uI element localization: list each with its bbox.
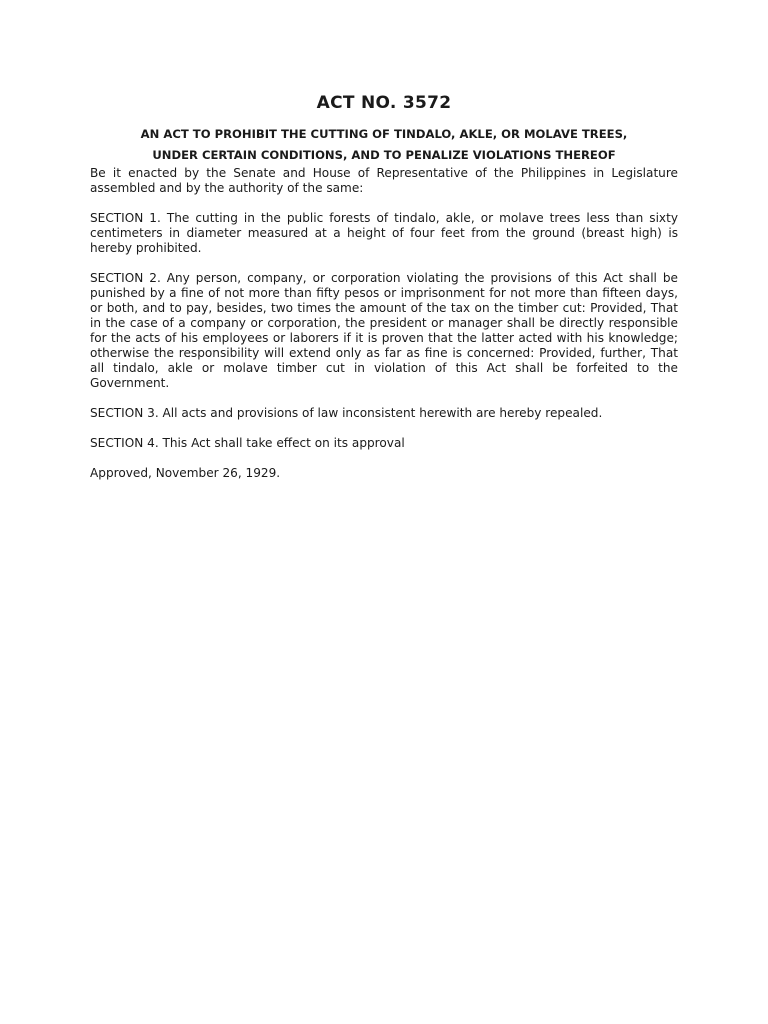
document-page [90,92,678,481]
section-2: SECTION 2. Any person, company, or corporation violating the provisions of this Act shall be punished by a fine of not more than fifty pesos or imprisonment for not more than fifteen days, or both, and to pay, besides, two times the amount of the tax on the timber cut: Provided, That in the case of a company or corporation, the president or manager shall be directly responsible for the acts of his employees or laborers if it is proven that the latter acted with his knowledge; otherwise the responsibility will extend only as far as fine is concerned: Provided, further, That all tindalo, akle or molave timber cut in violation of this Act shall be forfeited to the Government. [90,271,678,390]
act-subtitle-line-2: UNDER CERTAIN CONDITIONS, AND TO PENALIZE VIOLATIONS THEREOF [152,148,616,162]
section-1: SECTION 1. The cutting in the public forests of tindalo, akle, or molave trees less than sixty centimeters in diameter measured at a height of four feet from the ground (breast high) is hereby prohibited. [90,211,678,255]
act-subtitle-line-1: AN ACT TO PROHIBIT THE CUTTING OF TINDALO, AKLE, OR MOLAVE TREES, [140,127,628,141]
act-title: ACT NO. 3572 [316,93,452,113]
section-4: SECTION 4. This Act shall take effect on its approval [90,436,405,450]
section-3: SECTION 3. All acts and provisions of law inconsistent herewith are hereby repealed. [90,406,603,420]
enacting-clause: Be it enacted by the Senate and House of Representative of the Philippines in Legislature assembled and by the authority of the same: [90,166,678,195]
approval-date: Approved, November 26, 1929. [90,466,281,480]
